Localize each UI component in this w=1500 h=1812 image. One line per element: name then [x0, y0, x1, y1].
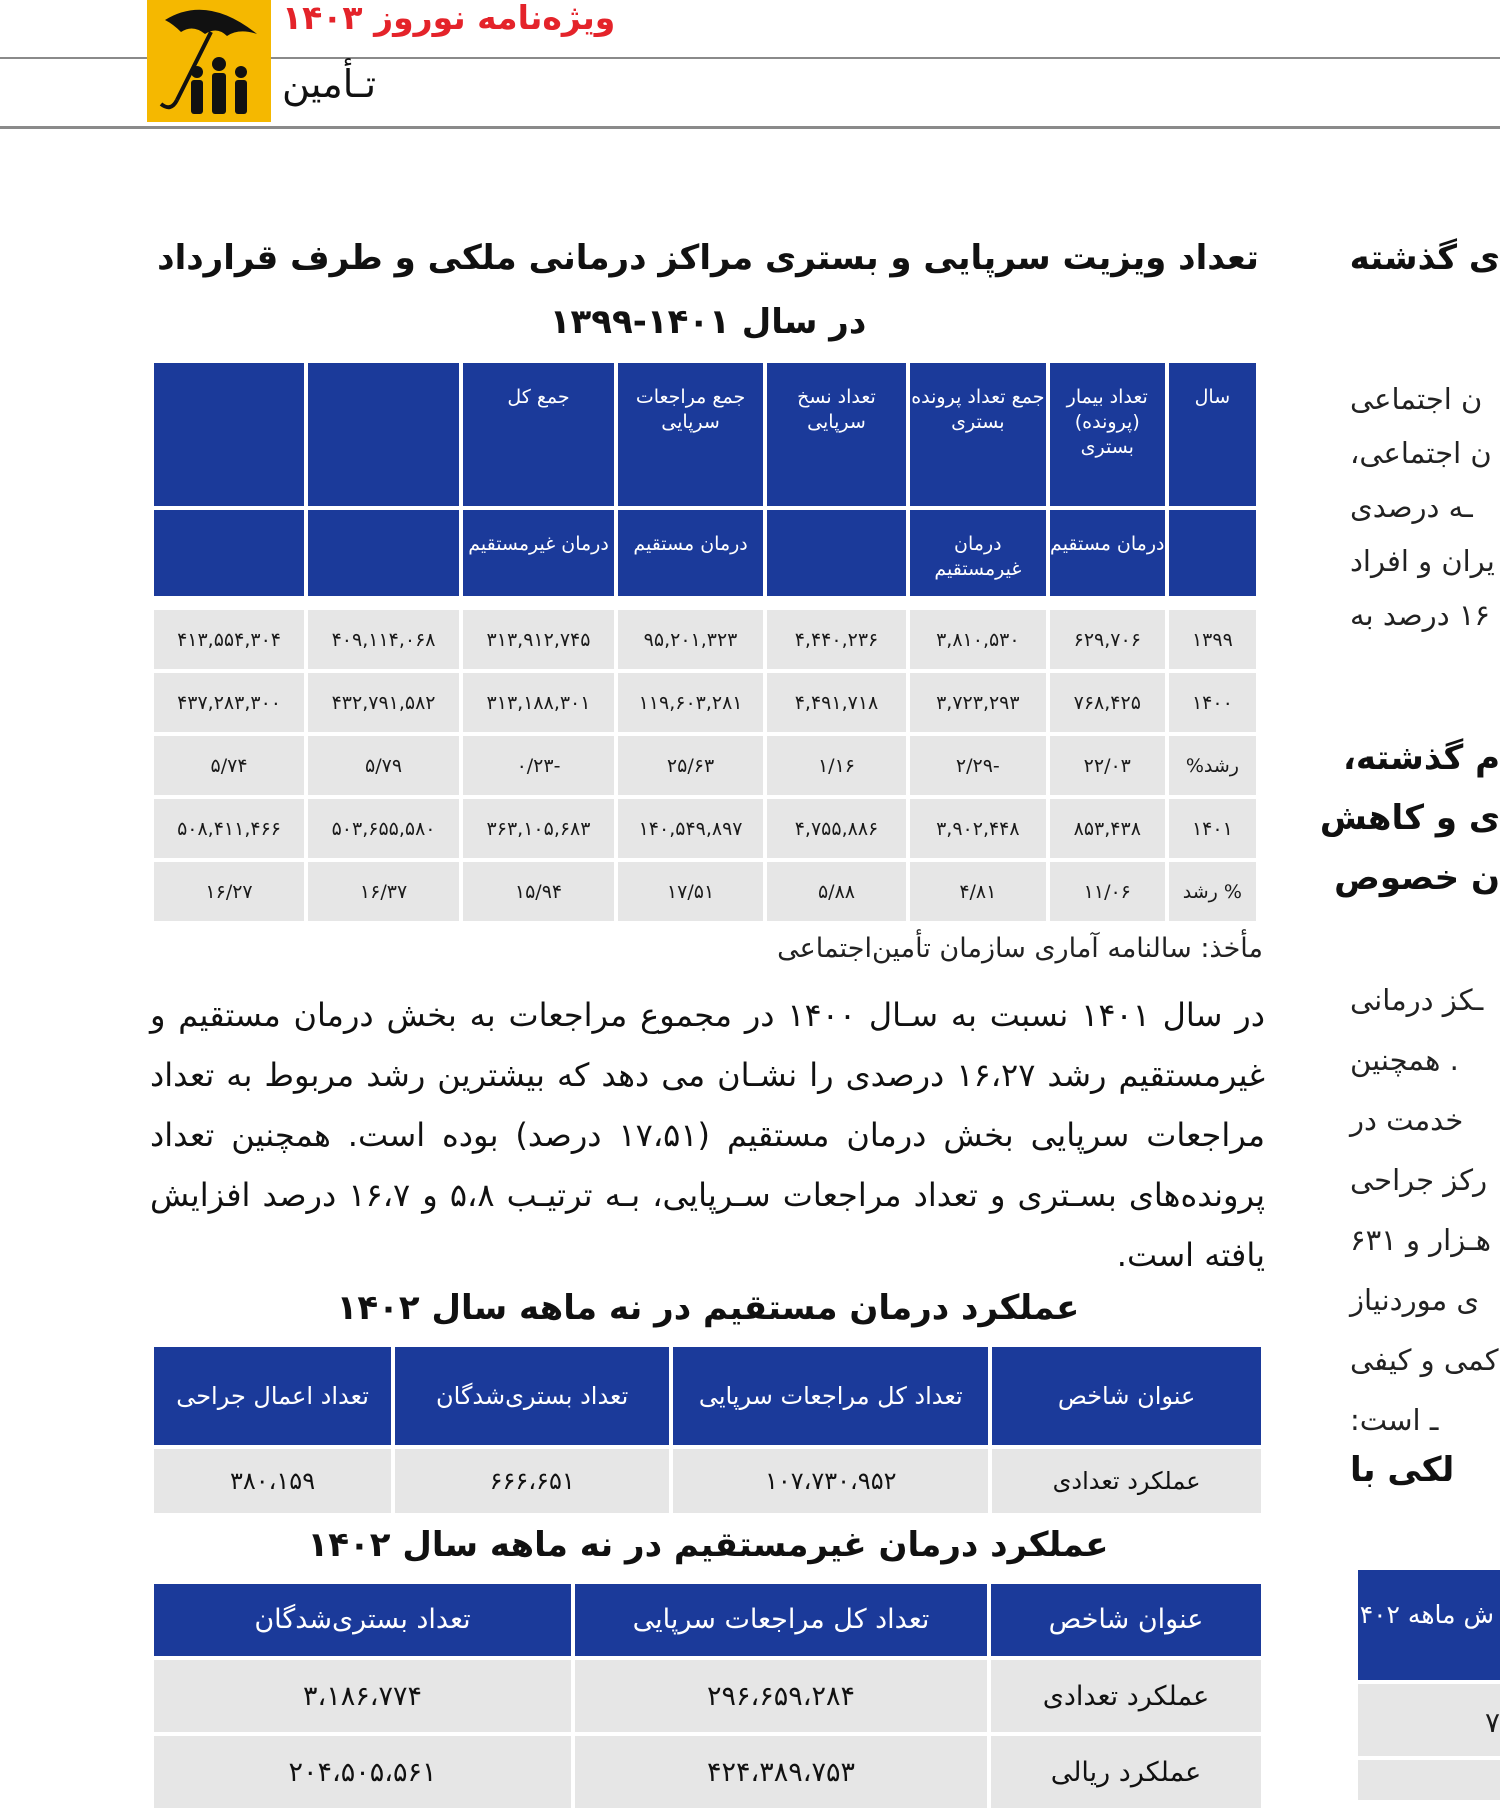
table-cell: ۴۱۳,۵۵۴,۳۰۴ [154, 610, 304, 669]
table-cell: ۳،۱۸۶،۷۷۴ [154, 1660, 571, 1732]
table-row [154, 673, 1256, 732]
table-cell: ۴۰۹,۱۱۴,۰۶۸ [308, 610, 459, 669]
header-cell: عنوان شاخص [991, 1584, 1261, 1656]
umbrella-family-icon [147, 0, 271, 122]
table-cell: عملکرد تعدادی [991, 1660, 1261, 1732]
header-cell: تعداد کل مراجعات سرپایی [673, 1347, 988, 1445]
table-row [154, 1660, 1261, 1732]
table-row [154, 1449, 1261, 1513]
table-cell: ۵/۷۹ [308, 736, 459, 795]
table-cell: ۱۴۰۱ [1169, 799, 1256, 858]
main-table-title: تعداد ویزیت سرپایی و بستری مراکز درمانی ملکی و طرف قرارداد [157, 238, 1259, 278]
table-cell: ۵/۸۸ [767, 862, 906, 921]
indirect-table-title: عملکرد درمان غیرمستقیم در نه ماهه سال ۱۴۰۲ [307, 1525, 1109, 1565]
header-cell: درمان مستقیم [1050, 510, 1165, 596]
header-cell: درمان غیرمستقیم [910, 510, 1046, 596]
issue-title: ویژه‌نامه نوروز ۱۴۰۳ [282, 0, 616, 37]
table-cell: ۳,۸۱۰,۵۳۰ [910, 610, 1046, 669]
table-cell: ۱۴۰,۵۴۹,۸۹۷ [618, 799, 763, 858]
table-cell: ۴۲۴،۳۸۹،۷۵۳ [575, 1736, 987, 1808]
table-header-row [154, 1347, 1261, 1445]
table-cell: ۳,۹۰۲,۴۴۸ [910, 799, 1046, 858]
header-cell: تعداد بستری‌شدگان [154, 1584, 571, 1656]
section-title: تـأمین [282, 62, 377, 106]
header-cell [308, 363, 459, 506]
header-cell: جمع مراجعات سرپایی [618, 363, 763, 506]
table-cell: -۰/۲۳ [463, 736, 614, 795]
table-row [154, 1736, 1261, 1808]
right-column-paragraph-1 [1350, 372, 1500, 642]
header-cell: درمان مستقیم [618, 510, 763, 596]
right-column-heading-3: لکی با [1350, 1450, 1455, 1490]
table-row [154, 736, 1256, 795]
header-cell: تعداد کل مراجعات سرپایی [575, 1584, 987, 1656]
table-cell: ۷۶۸,۴۲۵ [1050, 673, 1165, 732]
header-cell [154, 363, 304, 506]
table-cell: ۴۳۷,۲۸۳,۳۰۰ [154, 673, 304, 732]
table-cell: ۵۰۸,۴۱۱,۴۶۶ [154, 799, 304, 858]
text-line: . همچنین [1350, 1043, 1459, 1077]
direct-table-title: عملکرد درمان مستقیم در نه ماهه سال ۱۴۰۲ [336, 1288, 1080, 1328]
table-cell: ۳۸۰،۱۵۹ [154, 1449, 391, 1513]
table-cell: ۸۵۳,۴۳۸ [1050, 799, 1165, 858]
table-cell: ۱۱/۰۶ [1050, 862, 1165, 921]
header-cell [767, 510, 906, 596]
table-cell: % رشد [1169, 862, 1256, 921]
header-divider-bottom [0, 126, 1500, 129]
table-row [154, 862, 1256, 921]
text-line: ـ است: [1350, 1403, 1439, 1437]
table-cell: ۹۵,۲۰۱,۳۲۳ [618, 610, 763, 669]
visits-table [150, 359, 1260, 925]
table-cell: ۱۵/۹۴ [463, 862, 614, 921]
text-line: ـکز درمانی [1350, 983, 1484, 1017]
table-cell: ۳۶۳,۱۰۵,۶۸۳ [463, 799, 614, 858]
table-row [154, 610, 1256, 669]
table-source-note: مأخذ: سالنامه آماری سازمان تأمین‌اجتماعی [777, 933, 1263, 964]
indirect-treatment-table [150, 1580, 1265, 1812]
table-cell: ۳۱۳,۱۸۸,۳۰۱ [463, 673, 614, 732]
table-cell: عملکرد ریالی [991, 1736, 1261, 1808]
text-line: ن اجتماعی، [1350, 436, 1492, 470]
table-cell: عملکرد تعدادی [992, 1449, 1261, 1513]
header-cell: تعداد بیمار (پرونده) بستری [1050, 363, 1165, 506]
table-cell: رشد% [1169, 736, 1256, 795]
header-cell: عنوان شاخص [992, 1347, 1261, 1445]
table-cell: ۴/۸۱ [910, 862, 1046, 921]
text-line: کمی و کیفی [1350, 1343, 1499, 1377]
table-cell: ۵۰۳,۶۵۵,۵۸۰ [308, 799, 459, 858]
tamin-logo [147, 0, 271, 122]
right-table-header: ش ماهه ۱۴۰۲ [1358, 1570, 1500, 1680]
table-cell: ۴۳۲,۷۹۱,۵۸۲ [308, 673, 459, 732]
text-line: یران و افراد [1350, 544, 1495, 578]
table-cell: ۴,۴۹۱,۷۱۸ [767, 673, 906, 732]
table-cell: ۳۱۳,۹۱۲,۷۴۵ [463, 610, 614, 669]
table-cell: ۴,۴۴۰,۲۳۶ [767, 610, 906, 669]
right-column-paragraph-2 [1350, 970, 1500, 1450]
table-cell: ۴,۷۵۵,۸۸۶ [767, 799, 906, 858]
right-column-heading-2 [1319, 728, 1500, 908]
header-cell [154, 510, 304, 596]
text-line: خدمت در [1350, 1103, 1464, 1137]
table-cell: ۱/۱۶ [767, 736, 906, 795]
table-cell: ۵/۷۴ [154, 736, 304, 795]
table-cell: ۱۱۹,۶۰۳,۲۸۱ [618, 673, 763, 732]
table-row [154, 799, 1256, 858]
right-column-table [1346, 1570, 1500, 1800]
table-cell: -۲/۲۹ [910, 736, 1046, 795]
header-cell: تعداد اعمال جراحی [154, 1347, 391, 1445]
table-cell: ۲۰۴،۵۰۵،۵۶۱ [154, 1736, 571, 1808]
text-line: ی و کاهش [1319, 798, 1500, 838]
right-column-heading: ی گذشته [1349, 238, 1500, 278]
table-cell: ۲۲/۰۳ [1050, 736, 1165, 795]
table-cell: ۱۳۹۹ [1169, 610, 1256, 669]
table-cell: ۱۷/۵۱ [618, 862, 763, 921]
table-cell: ۳,۷۲۳,۲۹۳ [910, 673, 1046, 732]
main-table-subtitle: در سال ۱۴۰۱-۱۳۹۹ [549, 302, 867, 342]
header-cell: سال [1169, 363, 1256, 506]
table-subheader-row [154, 510, 1256, 596]
header-cell: درمان غیرمستقیم [463, 510, 614, 596]
text-line: ی موردنیاز [1350, 1283, 1480, 1317]
body-paragraph: در سال ۱۴۰۱ نسبت به سـال ۱۴۰۰ در مجموع مراجعات به بخش درمان مستقیم و غیرمستقیم رشد ۱۶،۲۷ درصدی را نشـان می دهد که بیشترین رشد مربوط به تعداد مراجعات سرپایی بخش درمان مستقیم (۱۷،۵۱ درصد) بوده است. همچنین تعداد پرونده‌های بسـتری و تعداد مراجعات سـرپایی، بـه ترتیـب ۵،۸ و ۱۶،۷ درصد افزایش یافته است. [150, 996, 1266, 1274]
table-header-row [154, 363, 1256, 506]
text-line: م گذشته، [1342, 738, 1500, 778]
table-cell: ۱۶/۳۷ [308, 862, 459, 921]
table-cell: ۶۲۹,۷۰۶ [1050, 610, 1165, 669]
text-line: ن اجتماعی [1350, 382, 1483, 416]
right-table-cell: ۷ [1358, 1684, 1500, 1756]
direct-treatment-table [150, 1343, 1265, 1517]
header-cell [308, 510, 459, 596]
table-cell: ۶۶۶،۶۵۱ [395, 1449, 669, 1513]
table-cell: ۱۰۷،۷۳۰،۹۵۲ [673, 1449, 988, 1513]
table-cell: ۱۶/۲۷ [154, 862, 304, 921]
right-table-cell [1358, 1760, 1500, 1800]
header-cell: جمع کل [463, 363, 614, 506]
text-line: ۱۶ درصد به [1350, 598, 1490, 632]
table-cell: ۱۴۰۰ [1169, 673, 1256, 732]
header-cell: تعداد نسخ سرپایی [767, 363, 906, 506]
text-line: رکز جراحی [1350, 1163, 1488, 1197]
table-header-row [154, 1584, 1261, 1656]
text-line: ـه درصدی [1350, 490, 1473, 524]
header-cell: تعداد بستری‌شدگان [395, 1347, 669, 1445]
header-cell [1169, 510, 1256, 596]
text-line: ن خصوص [1334, 858, 1500, 898]
table-cell: ۲۵/۶۳ [618, 736, 763, 795]
text-line: هـزار و ۶۳۱ [1350, 1223, 1492, 1257]
table-cell: ۲۹۶،۶۵۹،۲۸۴ [575, 1660, 987, 1732]
header-cell: جمع تعداد پرونده بستری [910, 363, 1046, 506]
